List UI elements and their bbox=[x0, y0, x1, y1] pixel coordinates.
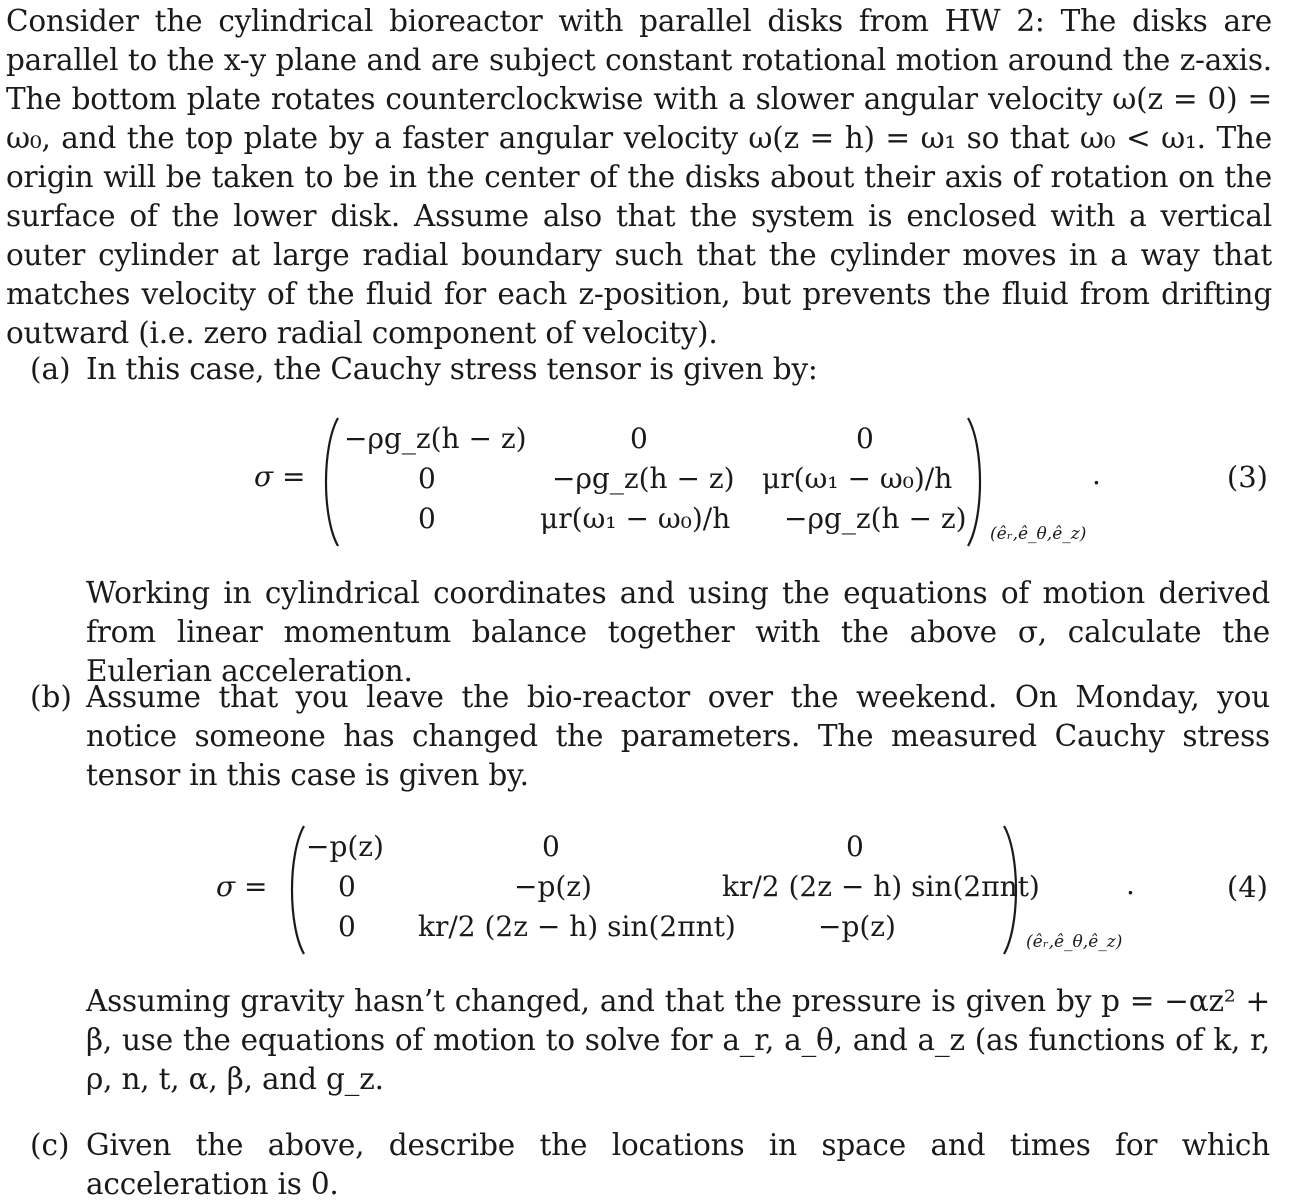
equation-4-left-paren bbox=[284, 824, 308, 956]
eq3-cell-1-2: 0 bbox=[630, 422, 648, 455]
eq3-cell-1-1: −ρg_z(h − z) bbox=[344, 422, 527, 455]
part-a-label: (a) bbox=[30, 352, 71, 386]
eq4-cell-3-2: kr/2 (2z − h) sin(2πnt) bbox=[418, 910, 736, 943]
equation-4-lhs: σ = bbox=[216, 870, 268, 903]
eq3-cell-1-3: 0 bbox=[856, 422, 874, 455]
part-a-question: Working in cylindrical coordinates and using the equations of motion derived from linear momentum balance together with the above σ, calculate the Eulerian acceleration. bbox=[86, 576, 1270, 688]
part-c-question: Given the above, describe the locations in space and times for which acceleration is 0. bbox=[86, 1128, 1270, 1201]
equation-3-lhs: σ = bbox=[254, 460, 306, 493]
equation-3-right-paren bbox=[964, 416, 988, 548]
eq3-cell-3-2: μr(ω₁ − ω₀)/h bbox=[540, 502, 731, 535]
eq4-cell-2-2: −p(z) bbox=[514, 870, 592, 903]
equation-4-right-paren bbox=[1000, 824, 1024, 956]
eq4-cell-3-3: −p(z) bbox=[818, 910, 896, 943]
eq3-cell-3-3: −ρg_z(h − z) bbox=[784, 502, 967, 535]
part-c-label: (c) bbox=[30, 1128, 70, 1162]
part-b-lead: Assume that you leave the bio-reactor over the weekend. On Monday, you notice someone has changed the parameters. The measured Cauchy stress tensor in this case is given by. bbox=[86, 680, 1270, 792]
equation-3 bbox=[0, 412, 1302, 552]
equation-3-number: (3) bbox=[1226, 460, 1268, 494]
eq4-cell-3-1: 0 bbox=[338, 910, 356, 943]
eq3-cell-3-1: 0 bbox=[418, 502, 436, 535]
part-b-question: Assuming gravity hasn’t changed, and that the pressure is given by p = −αz² + β, use the equations of motion to solve for a_r, a_θ, and a_z (as functions of k, r, ρ, n, t, α, β, and g_z. bbox=[86, 984, 1270, 1096]
eq4-cell-1-1: −p(z) bbox=[306, 830, 384, 863]
eq4-cell-1-2: 0 bbox=[542, 830, 560, 863]
equation-3-basis: (êᵣ,ê_θ,ê_z) bbox=[990, 524, 1087, 544]
equation-4 bbox=[0, 820, 1302, 960]
equation-3-left-paren bbox=[318, 416, 342, 548]
part-a-lead: In this case, the Cauchy stress tensor is given by: bbox=[86, 352, 818, 386]
equation-4-period: . bbox=[1126, 868, 1135, 901]
equation-4-number: (4) bbox=[1226, 870, 1268, 904]
equation-4-basis: (êᵣ,ê_θ,ê_z) bbox=[1026, 932, 1123, 952]
eq3-cell-2-3: μr(ω₁ − ω₀)/h bbox=[762, 462, 953, 495]
part-b-label: (b) bbox=[30, 680, 72, 714]
equation-3-period: . bbox=[1092, 458, 1101, 491]
intro-paragraph: Consider the cylindrical bioreactor with parallel disks from HW 2: The disks are parallel to the x-y plane and are subject constant rotational motion around the z-axis. The bottom plate rotates counterclockwise with a slower angular velocity ω(z = 0) = ω₀, and the top plate by a faster angular velocity ω(z = h) = ω₁ so that ω₀ < ω₁. The origin will be taken to be in the center of the disks about their axis of rotation on the surface of the lower disk. Assume also that the system is enclosed with a vertical outer cylinder at large radial boundary such that the cylinder moves in a way that matches velocity of the fluid for each z-position, but prevents the fluid from drifting outward (i.e. zero radial component of velocity). bbox=[6, 4, 1272, 350]
eq3-cell-2-2: −ρg_z(h − z) bbox=[552, 462, 735, 495]
eq4-cell-2-3: kr/2 (2z − h) sin(2πnt) bbox=[722, 870, 1040, 903]
eq4-cell-2-1: 0 bbox=[338, 870, 356, 903]
eq4-cell-1-3: 0 bbox=[846, 830, 864, 863]
eq3-cell-2-1: 0 bbox=[418, 462, 436, 495]
